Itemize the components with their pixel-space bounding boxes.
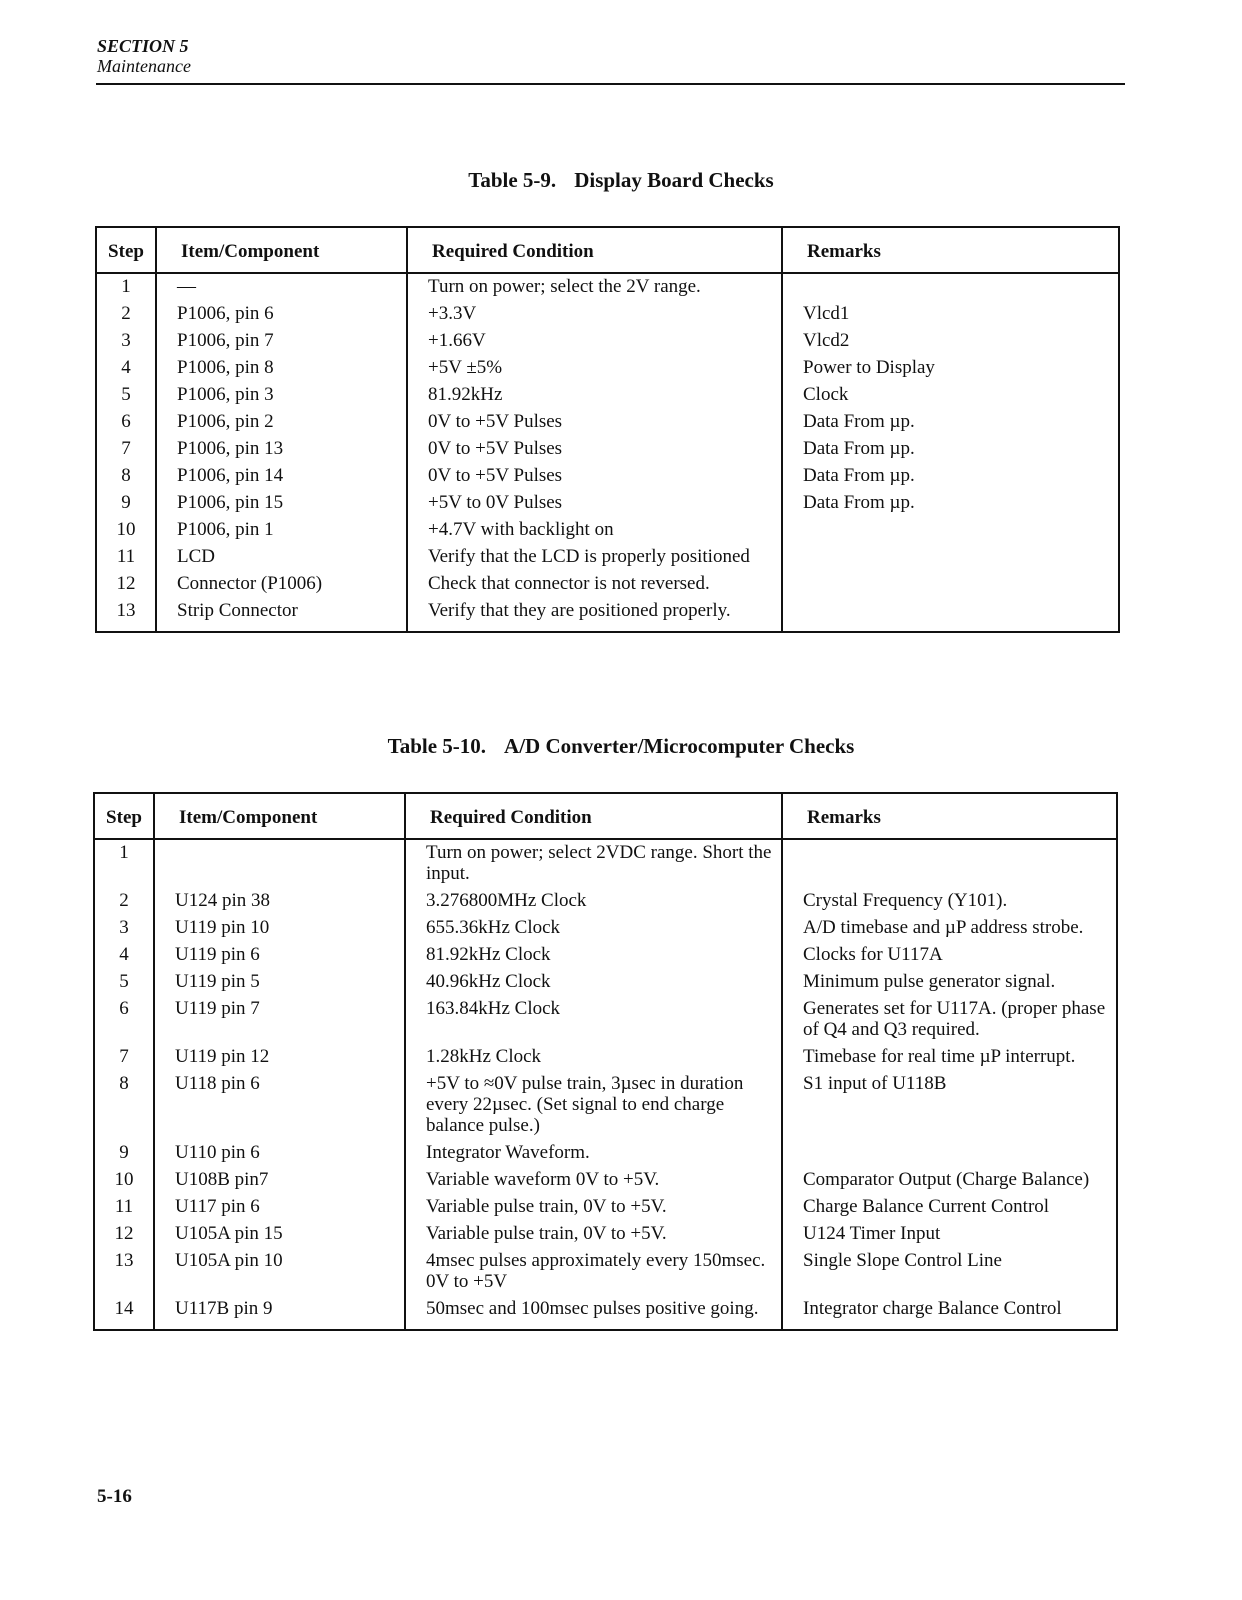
table-row [96,382,1119,409]
cell-step: 1 [96,273,156,301]
table2-caption-number: Table 5-10. [387,734,487,758]
table-row [96,517,1119,544]
table-row [94,839,1117,888]
cell-remarks: Timebase for real time µP interrupt. [782,1044,1117,1071]
cell-remarks: Data From µp. [782,463,1119,490]
column-header-remarks: Remarks [782,793,1117,839]
cell-step: 9 [94,1140,154,1167]
cell-condition: Check that connector is not reversed. [407,571,782,598]
cell-remarks [782,544,1119,571]
section-header [97,36,191,76]
cell-item: — [156,273,407,301]
cell-remarks: Charge Balance Current Control [782,1194,1117,1221]
cell-item [154,839,405,888]
cell-remarks: Data From µp. [782,409,1119,436]
cell-step: 8 [94,1071,154,1140]
cell-remarks: Comparator Output (Charge Balance) [782,1167,1117,1194]
header-rule [96,83,1125,85]
table-row [94,969,1117,996]
cell-step: 3 [96,328,156,355]
table2-caption-title: A/D Converter/Microcomputer Checks [504,734,855,758]
cell-remarks: Integrator charge Balance Control [782,1296,1117,1330]
cell-step: 10 [96,517,156,544]
cell-remarks: Minimum pulse generator signal. [782,969,1117,996]
cell-condition: Variable pulse train, 0V to +5V. [405,1221,782,1248]
cell-condition: Verify that they are positioned properly. [407,598,782,632]
cell-remarks: Crystal Frequency (Y101). [782,888,1117,915]
cell-condition: +3.3V [407,301,782,328]
cell-condition: Integrator Waveform. [405,1140,782,1167]
cell-step: 11 [94,1194,154,1221]
cell-step: 6 [96,409,156,436]
table-row [96,409,1119,436]
table-row [94,1071,1117,1140]
section-label: SECTION 5 [97,36,189,56]
page-number: 5-16 [97,1486,132,1507]
cell-item: U119 pin 12 [154,1044,405,1071]
cell-item: U110 pin 6 [154,1140,405,1167]
cell-condition: Verify that the LCD is properly positioned [407,544,782,571]
cell-item: U105A pin 15 [154,1221,405,1248]
cell-condition: +5V to ≈0V pulse train, 3µsec in duration every 22µsec. (Set signal to end charge balance pulse.) [405,1071,782,1140]
cell-condition: Variable pulse train, 0V to +5V. [405,1194,782,1221]
cell-step: 9 [96,490,156,517]
cell-step: 12 [96,571,156,598]
cell-item: U118 pin 6 [154,1071,405,1140]
cell-item: U117B pin 9 [154,1296,405,1330]
cell-item: U119 pin 5 [154,969,405,996]
cell-step: 14 [94,1296,154,1330]
cell-remarks: Generates set for U117A. (proper phase of Q4 and Q3 required. [782,996,1117,1044]
cell-item: U108B pin7 [154,1167,405,1194]
cell-step: 2 [94,888,154,915]
cell-item: LCD [156,544,407,571]
column-header-item: Item/Component [156,227,407,273]
table-row [96,355,1119,382]
cell-step: 6 [94,996,154,1044]
cell-remarks: Vlcd1 [782,301,1119,328]
cell-condition: 50msec and 100msec pulses positive going. [405,1296,782,1330]
table-row [94,1221,1117,1248]
cell-item: P1006, pin 7 [156,328,407,355]
cell-step: 5 [94,969,154,996]
cell-step: 13 [96,598,156,632]
column-header-item: Item/Component [154,793,405,839]
cell-item: P1006, pin 2 [156,409,407,436]
ad-converter-checks-table [93,792,1118,1331]
cell-item: P1006, pin 3 [156,382,407,409]
cell-step: 3 [94,915,154,942]
cell-step: 1 [94,839,154,888]
cell-condition: Turn on power; select 2VDC range. Short the input. [405,839,782,888]
cell-condition: 0V to +5V Pulses [407,463,782,490]
cell-remarks [782,571,1119,598]
cell-item: P1006, pin 8 [156,355,407,382]
cell-condition: +1.66V [407,328,782,355]
column-header-step: Step [94,793,154,839]
table-row [94,942,1117,969]
cell-remarks [782,517,1119,544]
cell-condition: 81.92kHz [407,382,782,409]
cell-condition: 3.276800MHz Clock [405,888,782,915]
cell-step: 2 [96,301,156,328]
cell-remarks [782,598,1119,632]
table-row [96,544,1119,571]
table-row [96,571,1119,598]
cell-item: P1006, pin 6 [156,301,407,328]
section-subtitle: Maintenance [97,56,191,76]
table-header-row [96,227,1119,273]
table-row [94,996,1117,1044]
cell-remarks: U124 Timer Input [782,1221,1117,1248]
cell-item: U105A pin 10 [154,1248,405,1296]
cell-step: 13 [94,1248,154,1296]
cell-condition: 0V to +5V Pulses [407,436,782,463]
table-row [94,915,1117,942]
cell-item: P1006, pin 13 [156,436,407,463]
cell-remarks: Power to Display [782,355,1119,382]
cell-remarks: Data From µp. [782,436,1119,463]
table-row [94,1194,1117,1221]
cell-step: 12 [94,1221,154,1248]
cell-remarks: S1 input of U118B [782,1071,1117,1140]
cell-remarks: Clock [782,382,1119,409]
table-row [94,1296,1117,1330]
table-row [96,273,1119,301]
table1-caption-number: Table 5-9. [468,168,557,192]
cell-step: 8 [96,463,156,490]
table-header-row [94,793,1117,839]
cell-remarks: A/D timebase and µP address strobe. [782,915,1117,942]
column-header-step: Step [96,227,156,273]
cell-condition: 1.28kHz Clock [405,1044,782,1071]
table2-caption [0,734,1242,759]
cell-remarks [782,273,1119,301]
table-row [96,301,1119,328]
cell-condition: +5V ±5% [407,355,782,382]
cell-step: 4 [94,942,154,969]
cell-condition: 163.84kHz Clock [405,996,782,1044]
cell-condition: Turn on power; select the 2V range. [407,273,782,301]
cell-condition: 81.92kHz Clock [405,942,782,969]
cell-condition: 40.96kHz Clock [405,969,782,996]
cell-condition: Variable waveform 0V to +5V. [405,1167,782,1194]
cell-remarks: Data From µp. [782,490,1119,517]
table-row [94,1044,1117,1071]
cell-step: 10 [94,1167,154,1194]
cell-condition: 4msec pulses approximately every 150msec. 0V to +5V [405,1248,782,1296]
cell-item: U124 pin 38 [154,888,405,915]
cell-remarks: Single Slope Control Line [782,1248,1117,1296]
cell-step: 7 [94,1044,154,1071]
cell-item: Strip Connector [156,598,407,632]
cell-remarks: Vlcd2 [782,328,1119,355]
cell-item: Connector (P1006) [156,571,407,598]
table-row [94,1248,1117,1296]
cell-remarks: Clocks for U117A [782,942,1117,969]
display-board-checks-table [95,226,1120,633]
cell-step: 11 [96,544,156,571]
table-row [94,888,1117,915]
table-row [96,436,1119,463]
cell-item: U119 pin 10 [154,915,405,942]
column-header-condition: Required Condition [405,793,782,839]
cell-condition: +5V to 0V Pulses [407,490,782,517]
cell-condition: +4.7V with backlight on [407,517,782,544]
cell-step: 5 [96,382,156,409]
cell-remarks [782,1140,1117,1167]
cell-item: U119 pin 7 [154,996,405,1044]
cell-step: 7 [96,436,156,463]
cell-condition: 655.36kHz Clock [405,915,782,942]
cell-item: P1006, pin 15 [156,490,407,517]
column-header-condition: Required Condition [407,227,782,273]
cell-step: 4 [96,355,156,382]
table-row [96,490,1119,517]
table1-caption-title: Display Board Checks [574,168,774,192]
cell-item: P1006, pin 14 [156,463,407,490]
table1-caption [0,168,1242,193]
cell-item: P1006, pin 1 [156,517,407,544]
table-row [96,328,1119,355]
column-header-remarks: Remarks [782,227,1119,273]
cell-condition: 0V to +5V Pulses [407,409,782,436]
table-row [94,1140,1117,1167]
table-row [96,598,1119,632]
cell-remarks [782,839,1117,888]
table-row [94,1167,1117,1194]
cell-item: U119 pin 6 [154,942,405,969]
table-row [96,463,1119,490]
cell-item: U117 pin 6 [154,1194,405,1221]
